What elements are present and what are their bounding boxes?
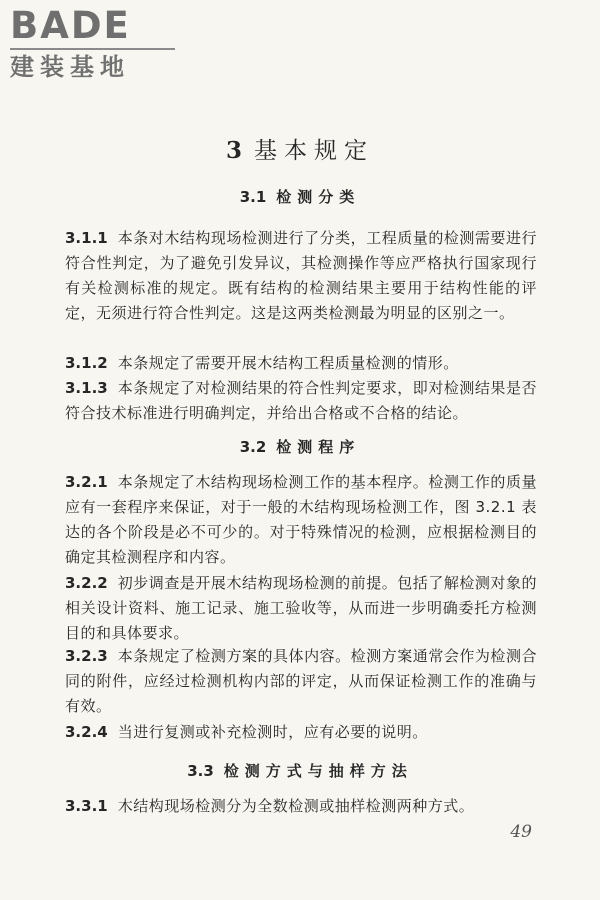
paragraph <box>65 470 537 570</box>
publisher-logo <box>10 6 175 81</box>
paragraph <box>65 226 537 326</box>
clause-text: 本条对木结构现场检测进行了分类，工程质量的检测需要进行符合性判定，为了避免引发异议，其检测操作等应严格执行国家现行有关检测标准的规定。既有结构的检测结果主要用于结构性能的评定，无须进行符合性判定。这是这两类检测最为明显的区别之一。 <box>65 229 537 322</box>
section-number: 3.1 <box>239 188 267 206</box>
chapter-title <box>0 132 600 165</box>
section-title-text: 检测方式与抽样方法 <box>223 762 413 780</box>
clause-number: 3.2.3 <box>65 647 108 665</box>
clause-text: 本条规定了对检测结果的符合性判定要求，即对检测结果是否符合技术标准进行明确判定，并给出合格或不合格的结论。 <box>65 379 537 422</box>
clause-text: 本条规定了木结构现场检测工作的基本程序。检测工作的质量应有一套程序来保证，对于一般的木结构现场检测工作，图 3.2.1 表达的各个阶段是必不可少的。对于特殊情况的检测，应根据检测目的确定其检测程序和内容。 <box>65 473 537 566</box>
logo-divider <box>10 48 175 50</box>
clause-text: 当进行复测或补充检测时，应有必要的说明。 <box>117 723 428 741</box>
clause-text: 本条规定了检测方案的具体内容。检测方案通常会作为检测合同的附件，应经过检测机构内部的评定，从而保证检测工作的准确与有效。 <box>65 647 537 715</box>
section-title <box>0 186 600 207</box>
section-number: 3.3 <box>187 762 214 780</box>
section-title-text: 检测分类 <box>276 188 361 206</box>
section-title <box>0 760 600 781</box>
clause-number: 3.2.4 <box>65 723 108 741</box>
paragraph <box>65 376 537 426</box>
section-number: 3.2 <box>239 438 267 456</box>
section-title <box>0 436 600 457</box>
clause-number: 3.1.3 <box>65 379 108 397</box>
chapter-title-text: 基本规定 <box>254 138 374 164</box>
clause-text: 初步调查是开展木结构现场检测的前提。包括了解检测对象的相关设计资料、施工记录、施工验收等，从而进一步明确委托方检测目的和具体要求。 <box>65 574 537 642</box>
section-title-text: 检测程序 <box>276 438 361 456</box>
page-number: 49 <box>510 822 532 842</box>
paragraph <box>65 794 537 819</box>
paragraph <box>65 644 537 719</box>
paragraph <box>65 351 537 376</box>
paragraph <box>65 720 537 745</box>
clause-number: 3.2.2 <box>65 574 108 592</box>
chapter-number: 3 <box>225 137 242 164</box>
clause-number: 3.1.1 <box>65 229 108 247</box>
paragraph <box>65 571 537 646</box>
logo-tagline: 建装基地 <box>10 53 130 81</box>
clause-text: 木结构现场检测分为全数检测或抽样检测两种方式。 <box>117 797 475 815</box>
clause-number: 3.1.2 <box>65 354 108 372</box>
clause-text: 本条规定了需要开展木结构工程质量检测的情形。 <box>117 354 459 372</box>
clause-number: 3.3.1 <box>65 797 108 815</box>
clause-number: 3.2.1 <box>65 473 108 491</box>
logo-wordmark: BADE <box>10 4 131 47</box>
